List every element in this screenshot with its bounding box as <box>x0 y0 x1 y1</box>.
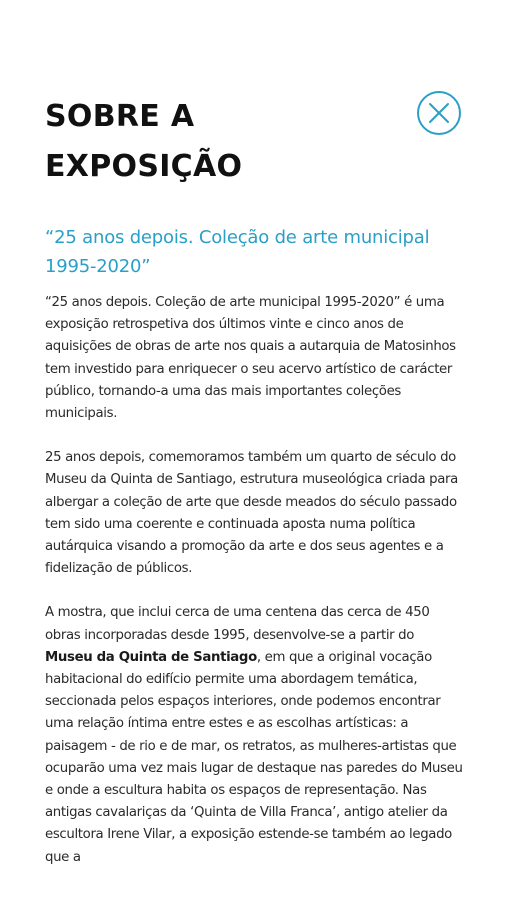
page-title: SOBRE A EXPOSIÇÃO <box>45 99 243 184</box>
description-paragraph-1: “25 anos depois. Coleção de arte municipal 1995-2020” é uma exposição retrospetiva dos últimos vinte e cinco anos de aquisições de obras de arte nos quais a autarquia de Matosinhos tem investido para enriquecer o seu acervo artístico de carácter público, tornando-a uma das mais importantes coleções municipais. <box>45 295 456 422</box>
museum-name-highlight: Museu da Quinta de Santiago <box>45 649 257 665</box>
exhibition-description <box>45 292 465 891</box>
paragraph-text-before: A mostra, que inclui cerca de uma centena das cerca de 450 obras incorporadas desde 1995, desenvolve-se a partir do <box>45 605 430 643</box>
close-button[interactable] <box>417 91 461 135</box>
paragraph-text-after: , em que a original vocação habitacional do edifício permite uma abordagem temática, seccionada pelos espaços interiores, onde podemos encontrar uma relação íntima entre estes e as escolhas artísticas: a paisagem - de rio e de mar, os retratos, as mulheres-artistas que ocuparão uma vez mais lugar de destaque nas paredes do Museu e onde a escultura habita os espaços de representação. Nas antigas cavalariças da ‘Quinta de Villa Franca’, antigo atelier da escultora Irene Vilar, a exposição estende-se também ao legado que a <box>45 649 463 865</box>
description-paragraph-2: 25 anos depois, comemoramos também um quarto de século do Museu da Quinta de Santiago, estrutura museológica criada para albergar a coleção de arte que desde meados do século passado tem sido uma coerente e continuada aposta numa política autárquica visando a promoção da arte e dos seus agentes e a fidelização de públicos. <box>45 450 458 577</box>
exhibition-subtitle: “25 anos depois. Coleção de arte municipal 1995-2020” <box>45 227 430 277</box>
description-paragraph-3 <box>45 602 465 868</box>
close-x-icon <box>428 102 450 124</box>
